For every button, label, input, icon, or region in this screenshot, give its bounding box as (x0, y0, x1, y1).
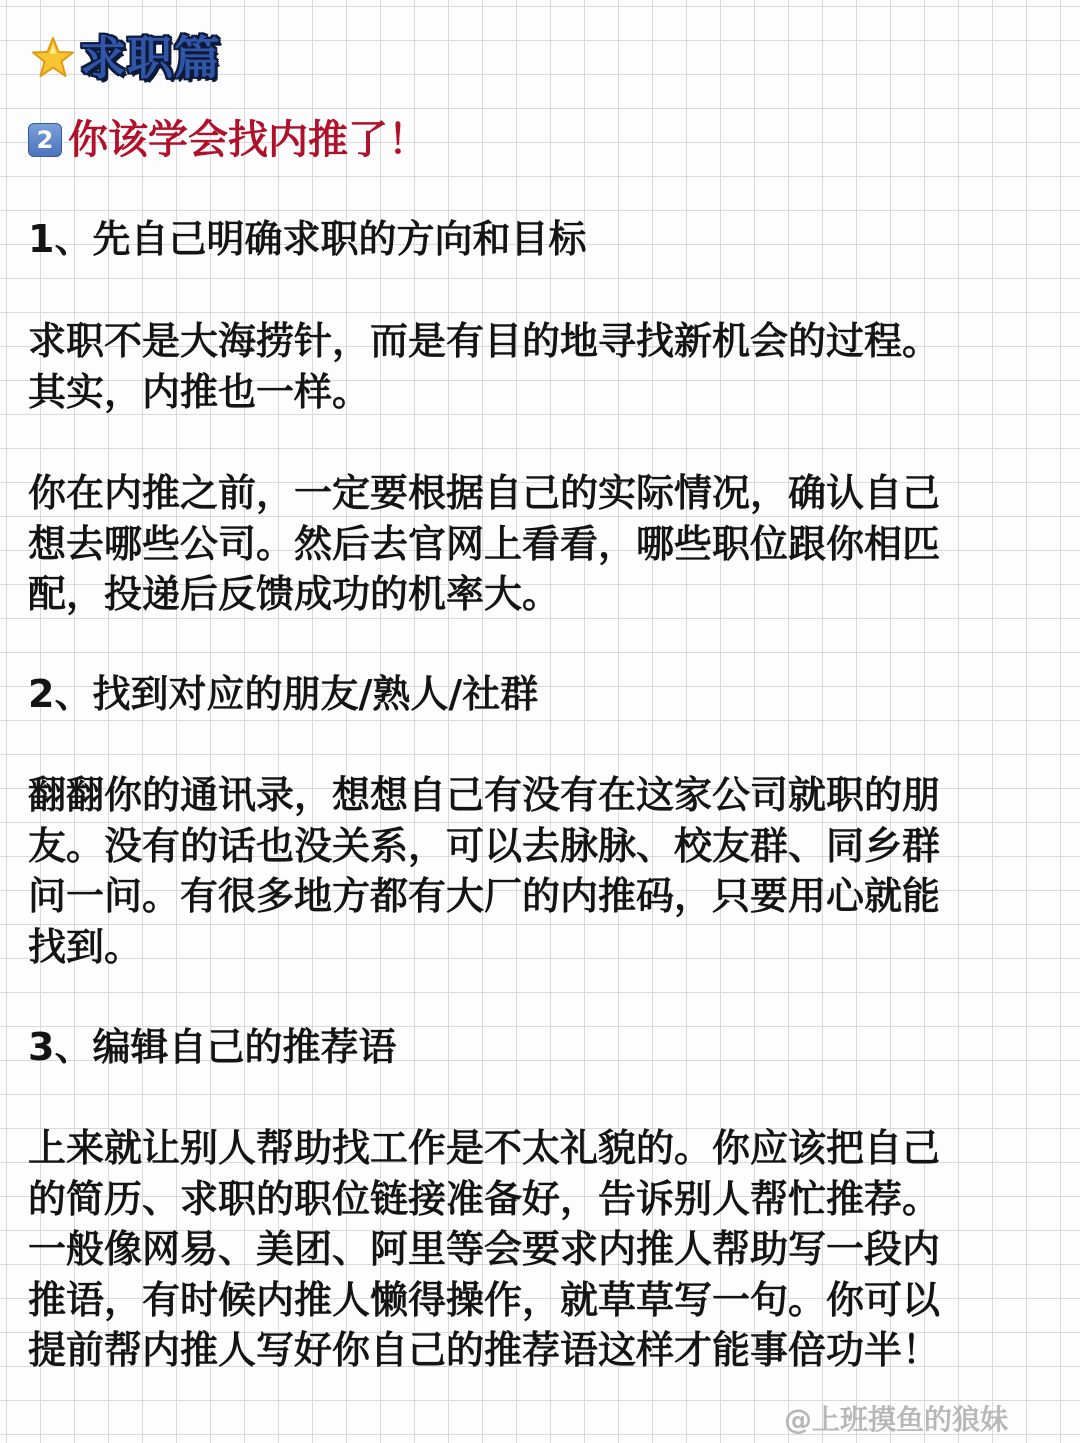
star-icon (30, 35, 76, 81)
section-3-paragraph-1: 上来就让别人帮助找工作是不太礼貌的。你应该把自己 的简历、求职的职位链接准备好，告诉别人帮忙推荐。 一般像网易、美团、阿里等会要求内推人帮助写一段内 推语，有时候内推人懒得操作，就草草写一句。你可以 提前帮内推人写好你自己的推荐语这样才能事倍功半！ (28, 1126, 941, 1372)
subtitle (28, 112, 428, 168)
section-1-paragraph-1: 求职不是大海捞针，而是有目的地寻找新机会的过程。 其实，内推也一样。 (28, 319, 941, 414)
section-1-paragraph-2: 你在内推之前，一定要根据自己的实际情况，确认自己 想去哪些公司。然后去官网上看看，哪些职位跟你相匹 配，投递后反馈成功的机率大。 (28, 471, 941, 616)
section-2-paragraph-1: 翻翻你的通讯录，想想自己有没有在这家公司就职的朋 友。没有的话也没关系，可以去脉脉、校友群、同乡群 问一问。有很多地方都有大厂的内推码，只要用心就能 找到。 (28, 773, 941, 969)
header (30, 28, 221, 88)
section-1-heading: 1、先自己明确求职的方向和目标 (28, 217, 587, 261)
section-3-heading: 3、编辑自己的推荐语 (28, 1025, 397, 1069)
number-two-icon: 2 (28, 123, 62, 157)
section-2-heading: 2、找到对应的朋友/熟人/社群 (28, 672, 539, 716)
page-title: 求职篇 (80, 31, 221, 85)
watermark: @上班摸鱼的狼妹 (783, 1403, 1008, 1436)
subtitle-text: 你该学会找内推了！ (68, 117, 428, 163)
